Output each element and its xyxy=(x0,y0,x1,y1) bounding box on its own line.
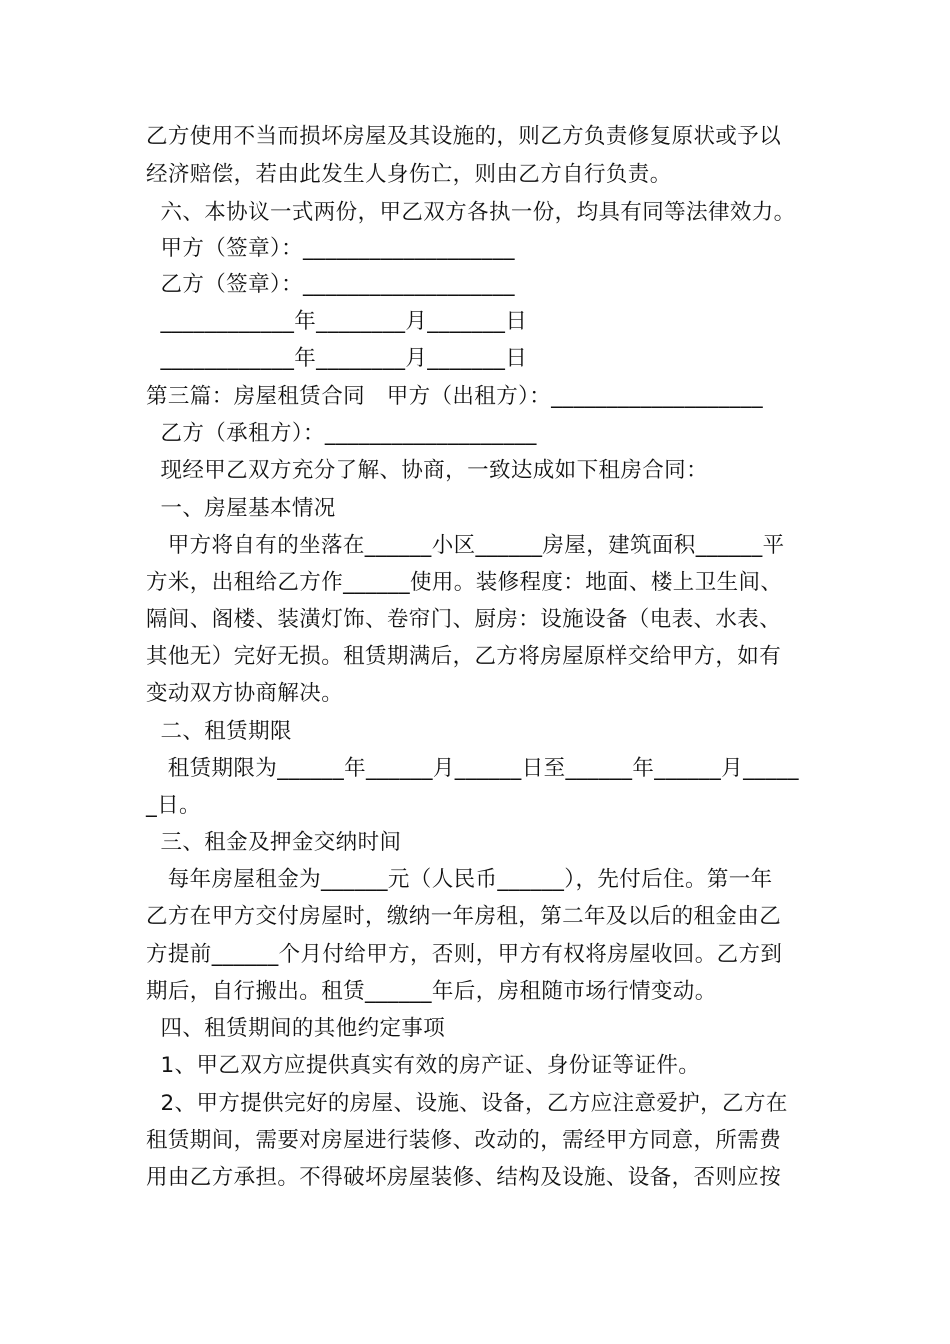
text-line: 六、本协议一式两份，甲乙双方各执一份，均具有同等法律效力。 xyxy=(146,200,796,225)
date-line: ____________年________月_______日 xyxy=(146,346,528,371)
text-line: 现经甲乙双方充分了解、协商，一致达成如下租房合同： xyxy=(146,458,708,483)
text-line: 方提前______个月付给甲方，否则，甲方有权将房屋收回。乙方到 xyxy=(146,942,783,967)
date-line: ____________年________月_______日 xyxy=(146,309,528,334)
text-line: 用由乙方承担。不得破坏房屋装修、结构及设施、设备，否则应按 xyxy=(146,1165,782,1190)
text-line: 每年房屋租金为______元（人民币______），先付后住。第一年 xyxy=(146,867,773,892)
text-line: 期后，自行搬出。租赁______年后，房租随市场行情变动。 xyxy=(146,979,717,1004)
text-line: 租赁期间，需要对房屋进行装修、改动的，需经甲方同意，所需费 xyxy=(146,1128,782,1153)
text-line: 隔间、阁楼、装潢灯饰、卷帘门、厨房：设施设备（电表、水表、 xyxy=(146,607,782,632)
signature-line-party-b: 乙方（签章）：___________________ xyxy=(146,272,515,297)
text-line: 乙方（承租方）：___________________ xyxy=(146,421,537,446)
text-line: 经济赔偿，若由此发生人身伤亡，则由乙方自行负责。 xyxy=(146,162,672,187)
clause-heading: 三、租金及押金交纳时间 xyxy=(146,830,402,855)
text-line: 乙方在甲方交付房屋时，缴纳一年房租，第二年及以后的租金由乙 xyxy=(146,904,782,929)
text-line: 乙方使用不当而损坏房屋及其设施的，则乙方负责修复原状或予以 xyxy=(146,124,782,149)
text-line: 方米，出租给乙方作______使用。装修程度：地面、楼上卫生间、 xyxy=(146,570,783,595)
text-line: 甲方将自有的坐落在______小区______房屋，建筑面积______平 xyxy=(146,533,785,558)
text-line: 1、甲乙双方应提供真实有效的房产证、身份证等证件。 xyxy=(146,1053,701,1078)
text-line: 其他无）完好无损。租赁期满后，乙方将房屋原样交给甲方，如有 xyxy=(146,644,782,669)
text-line: 变动双方协商解决。 xyxy=(146,681,344,706)
signature-line-party-a: 甲方（签章）：___________________ xyxy=(146,236,515,261)
clause-heading: 二、租赁期限 xyxy=(146,719,292,744)
clause-heading: 四、租赁期间的其他约定事项 xyxy=(146,1016,446,1041)
text-line: 租赁期限为______年______月______日至______年______月_____ xyxy=(146,756,799,781)
text-line: 2、甲方提供完好的房屋、设施、设备，乙方应注意爱护，乙方在 xyxy=(146,1091,788,1116)
text-line: _日。 xyxy=(146,793,201,818)
clause-heading: 一、房屋基本情况 xyxy=(146,496,336,521)
section-heading-third: 第三篇：房屋租赁合同 甲方（出租方）：___________________ xyxy=(146,384,764,409)
